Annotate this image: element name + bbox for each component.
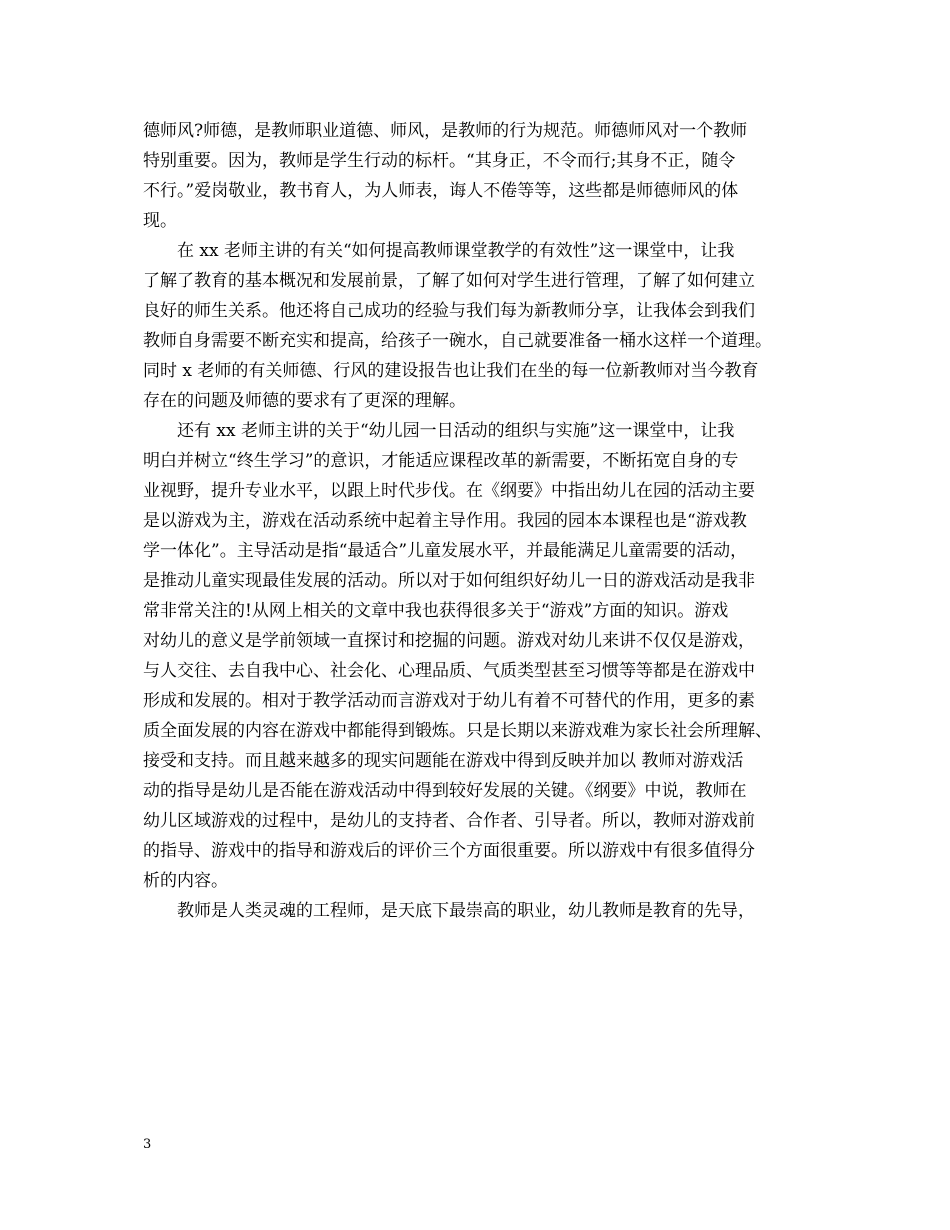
text-line: 在 xx 老师主讲的有关“如何提高教师课堂教学的有效性”这一课堂中，让我 (143, 241, 735, 261)
text-line: 特别重要。因为，教师是学生行动的标杆。“其身正，不令而行;其身不正，随令 (143, 151, 736, 171)
text-line: 教师自身需要不断充实和提高，给孩子一碗水，自己就要准备一桶水这样一个道理。 (143, 331, 772, 351)
text-line: 动的指导是幼儿是否能在游戏活动中得到较好发展的关键。《纲要》中说，教师在 (143, 781, 747, 801)
text-line: 明白并树立“终生学习”的意识，才能适应课程改革的新需要，不断拓宽自身的专 (143, 451, 739, 471)
text-line: 存在的问题及师德的要求有了更深的理解。 (143, 391, 466, 411)
text-line: 同时 x 老师的有关师德、行风的建设报告也让我们在坐的每一位新教师对当今教育 (143, 361, 759, 381)
text-line: 良好的师生关系。他还将自己成功的经验与我们每为新教师分享，让我体会到我们 (143, 301, 755, 321)
text-line: 教师是人类灵魂的工程师，是天底下最崇高的职业，幼儿教师是教育的先导， (143, 901, 755, 921)
text-line: 幼儿区域游戏的过程中，是幼儿的支持者、合作者、引导者。所以，教师对游戏前 (143, 811, 755, 831)
text-line: 是推动儿童实现最佳发展的活动。所以对于如何组织好幼儿一日的游戏活动是我非 (143, 571, 755, 591)
text-line: 现。 (143, 211, 177, 231)
text-line: 了解了教育的基本概况和发展前景，了解了如何对学生进行管理，了解了如何建立 (143, 271, 755, 291)
text-line: 对幼儿的意义是学前领域一直探讨和挖掘的问题。游戏对幼儿来讲不仅仅是游戏， (143, 631, 755, 651)
body-text (143, 116, 811, 926)
page-number: 3 (143, 1137, 152, 1152)
text-line: 还有 xx 老师主讲的关于“幼儿园一日活动的组织与实施”这一课堂中，让我 (143, 421, 735, 441)
text-line: 形成和发展的。相对于教学活动而言游戏对于幼儿有着不可替代的作用，更多的素 (143, 691, 755, 711)
text-line: 不行。”爱岗敬业，教书育人，为人师表，诲人不倦等等，这些都是师德师风的体 (143, 181, 739, 201)
text-line: 的指导、游戏中的指导和游戏后的评价三个方面很重要。所以游戏中有很多值得分 (143, 841, 755, 861)
text-line: 学一体化”。主导活动是指“最适合”儿童发展水平，并最能满足儿童需要的活动， (143, 541, 748, 561)
text-line: 接受和支持。而且越来越多的现实问题能在游戏中得到反映并加以 教师对游戏活 (143, 751, 744, 771)
text-line: 德师风?师德，是教师职业道德、师风，是教师的行为规范。师德师风对一个教师 (143, 121, 748, 141)
text-line: 析的内容。 (143, 871, 228, 891)
text-line: 常非常关注的!从网上相关的文章中我也获得很多关于“游戏”方面的知识。游戏 (143, 601, 729, 621)
text-line: 业视野，提升专业水平，以跟上时代步伐。在《纲要》中指出幼儿在园的活动主要 (143, 481, 755, 501)
text-line: 与人交往、去自我中心、社会化、心理品质、气质类型甚至习惯等等都是在游戏中 (143, 661, 755, 681)
text-line: 是以游戏为主，游戏在活动系统中起着主导作用。我园的园本本课程也是“游戏教 (143, 511, 747, 531)
text-line: 质全面发展的内容在游戏中都能得到锻炼。只是长期以来游戏难为家长社会所理解、 (143, 721, 772, 741)
